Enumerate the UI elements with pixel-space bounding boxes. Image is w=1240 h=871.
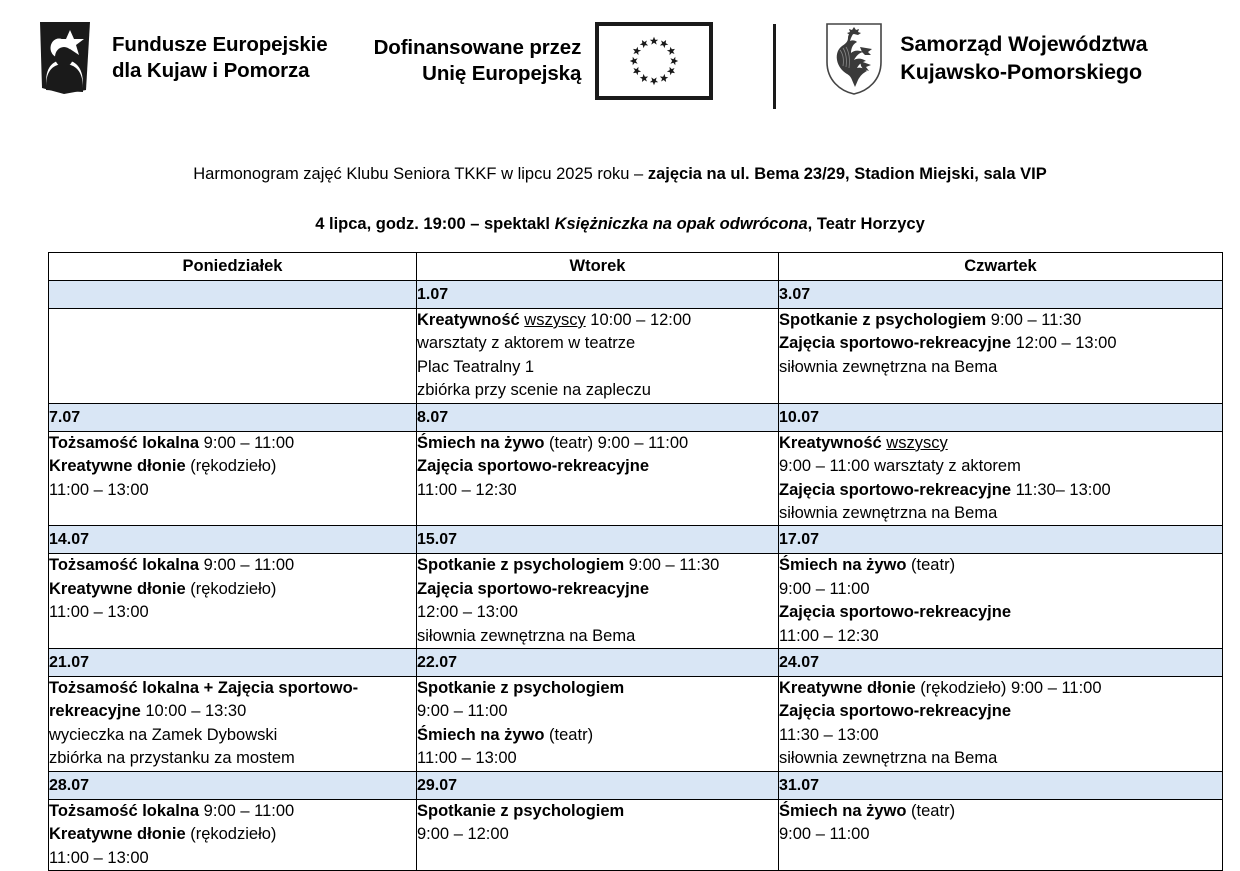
activity-line (779, 356, 1222, 379)
activity-cell-monday-w3 (49, 554, 417, 649)
activity-line (417, 432, 778, 455)
activity-detail: 9:00 – 11:00 (779, 579, 870, 598)
activity-line (49, 677, 416, 700)
activity-line (417, 554, 778, 577)
date-cell-thursday-w3: 17.07 (779, 526, 1223, 554)
logo-divider (773, 24, 776, 109)
activity-cell-thursday-w4 (779, 677, 1223, 772)
eu-funding-text (374, 35, 582, 87)
activity-cell-monday-w1 (49, 309, 417, 404)
activity-name: Kreatywne dłonie (779, 679, 916, 698)
activity-name: Kreatywne dłonie (49, 457, 186, 476)
activity-cell-tuesday-w4 (417, 677, 779, 772)
activity-name: Tożsamość lokalna + Zajęcia sportowo- (49, 679, 359, 698)
activity-line (417, 309, 778, 332)
schedule-table (48, 252, 1223, 871)
week-content-row (49, 554, 1223, 649)
activity-name: Zajęcia sportowo-rekreacyjne (779, 702, 1012, 721)
activity-line (779, 601, 1222, 624)
activity-line (49, 724, 416, 747)
activity-line (49, 479, 416, 502)
date-cell-tuesday-w4: 22.07 (417, 649, 779, 677)
activity-line (779, 800, 1222, 823)
activity-line (417, 455, 778, 478)
logo-header-strip (0, 0, 1240, 128)
activity-name: Zajęcia sportowo-rekreacyjne (779, 603, 1012, 622)
activity-line (417, 800, 778, 823)
activity-name: Tożsamość lokalna (49, 556, 200, 575)
activity-line (779, 554, 1222, 577)
activity-cell-thursday-w5 (779, 799, 1223, 870)
activity-detail: 11:00 – 12:30 (779, 626, 879, 645)
activity-detail: (rękodzieło) (185, 825, 277, 844)
eu-line-2: Unię Europejską (422, 62, 582, 85)
activity-detail: 9:00 – 11:00 (417, 702, 508, 721)
activity-line (49, 432, 416, 455)
week-date-row (49, 526, 1223, 554)
date-cell-monday-w3: 14.07 (49, 526, 417, 554)
activity-line (49, 800, 416, 823)
activity-line (417, 578, 778, 601)
activity-name: Kreatywne dłonie (49, 825, 186, 844)
week-content-row (49, 309, 1223, 404)
activity-cell-tuesday-w3 (417, 554, 779, 649)
activity-detail: (teatr) (544, 725, 594, 744)
date-cell-monday-w1 (49, 281, 417, 309)
title-main-bold: zajęcia na ul. Bema 23/29, Stadion Miejski, sala VIP (647, 165, 1047, 183)
activity-line (49, 601, 416, 624)
week-date-row (49, 281, 1223, 309)
activity-detail: 9:00 – 11:00 (199, 801, 295, 820)
activity-name: Tożsamość lokalna (49, 433, 200, 452)
activity-detail: zbiórka na przystanku za mostem (49, 749, 295, 768)
table-header-row (49, 253, 1223, 281)
activity-detail: siłownia zewnętrzna na Bema (779, 503, 998, 522)
eu-funding-logo (374, 22, 714, 100)
activity-line (417, 479, 778, 502)
eu-flag-stars-icon (595, 22, 713, 100)
week-date-row (49, 771, 1223, 799)
activity-detail: 11:00 – 13:00 (49, 848, 149, 867)
activity-detail: 12:00 – 13:00 (1011, 334, 1117, 353)
activity-line (417, 625, 778, 648)
title-sub-part-1: 4 lipca, godz. 19:00 – spektakl (315, 215, 555, 233)
activity-line (417, 747, 778, 770)
activity-name: Spotkanie z psychologiem (417, 801, 625, 820)
date-cell-monday-w2: 7.07 (49, 403, 417, 431)
activity-line (49, 700, 416, 723)
activity-line (779, 309, 1222, 332)
activity-detail: 11:00 – 12:30 (417, 480, 517, 499)
activity-line (779, 479, 1222, 502)
activity-group: wszyscy (524, 311, 586, 329)
date-cell-monday-w5: 28.07 (49, 771, 417, 799)
activity-line (49, 847, 416, 870)
activity-line (779, 578, 1222, 601)
week-date-row (49, 649, 1223, 677)
activity-detail: (rękodzieło) (185, 579, 277, 598)
activity-detail: 11:00 – 13:00 (49, 480, 149, 499)
title-main-plain: Harmonogram zajęć Klubu Seniora TKKF w lipcu 2025 roku – (193, 165, 648, 183)
activity-line (49, 554, 416, 577)
activity-cell-tuesday-w2 (417, 431, 779, 526)
column-header-tuesday: Wtorek (417, 253, 779, 281)
activity-group: wszyscy (886, 433, 948, 452)
activity-cell-thursday-w1 (779, 309, 1223, 404)
activity-name: rekreacyjne (49, 702, 141, 721)
activity-detail: 11:30 – 13:00 (779, 725, 879, 744)
activity-detail: 12:00 – 13:00 (417, 603, 518, 622)
activity-detail: (rękodzieło) 9:00 – 11:00 (915, 679, 1102, 698)
activity-cell-monday-w2 (49, 431, 417, 526)
date-cell-tuesday-w5: 29.07 (417, 771, 779, 799)
activity-name: Śmiech na żywo (417, 725, 545, 744)
fe-line-1: Fundusze Europejskie (112, 32, 328, 56)
activity-line (779, 455, 1222, 478)
activity-line (779, 700, 1222, 723)
sw-line-1: Samorząd Województwa (900, 32, 1148, 57)
date-cell-tuesday-w2: 8.07 (417, 403, 779, 431)
activity-detail: siłownia zewnętrzna na Bema (417, 626, 636, 645)
activity-line (49, 455, 416, 478)
activity-detail: 9:00 – 11:00 (199, 556, 295, 575)
activity-detail: siłownia zewnętrzna na Bema (779, 357, 998, 376)
activity-name: Śmiech na żywo (779, 556, 907, 575)
fe-line-2: dla Kujaw i Pomorza (112, 59, 310, 82)
activity-detail: 9:00 – 12:00 (417, 825, 509, 844)
activity-line (779, 747, 1222, 770)
activity-line (779, 724, 1222, 747)
activity-line (417, 601, 778, 624)
date-cell-tuesday-w1: 1.07 (417, 281, 779, 309)
activity-line (417, 823, 778, 846)
activity-detail: warsztaty z aktorem w teatrze (417, 334, 636, 353)
activity-line (779, 823, 1222, 846)
activity-name: Spotkanie z psychologiem (417, 556, 625, 575)
activity-detail: 9:00 – 11:00 (199, 433, 295, 452)
activity-cell-thursday-w2 (779, 431, 1223, 526)
activity-line (417, 724, 778, 747)
activity-detail: (teatr) (906, 556, 956, 575)
activity-detail: 9:00 – 11:00 warsztaty z aktorem (779, 457, 1021, 476)
week-content-row (49, 799, 1223, 870)
activity-name: Śmiech na żywo (779, 801, 907, 820)
fundusze-europejskie-mark-icon (40, 22, 98, 94)
activity-cell-monday-w5 (49, 799, 417, 870)
date-cell-thursday-w4: 24.07 (779, 649, 1223, 677)
activity-detail: zbiórka przy scenie na zapleczu (417, 381, 651, 400)
activity-line (49, 578, 416, 601)
schedule-table-body (49, 281, 1223, 871)
activity-name: Kreatywność (417, 311, 525, 329)
activity-detail: 10:00 – 12:00 (585, 311, 692, 329)
kujawsko-pomorskie-coat-of-arms-icon (824, 22, 884, 96)
activity-detail: siłownia zewnętrzna na Bema (779, 749, 998, 768)
activity-line (779, 432, 1222, 455)
activity-line (779, 502, 1222, 525)
activity-name: Spotkanie z psychologiem (779, 311, 987, 329)
activity-line (49, 823, 416, 846)
samorzad-wojewodztwa-logo (824, 22, 1147, 96)
activity-line (417, 332, 778, 355)
activity-cell-tuesday-w1 (417, 309, 779, 404)
activity-detail: (rękodzieło) (185, 457, 277, 476)
activity-line (779, 332, 1222, 355)
activity-name: Zajęcia sportowo-rekreacyjne (779, 334, 1012, 353)
date-cell-monday-w4: 21.07 (49, 649, 417, 677)
title-sub-part-2: , Teatr Horzycy (807, 215, 925, 233)
activity-name: Kreatywność (779, 433, 887, 452)
schedule-table-wrapper (48, 252, 1222, 871)
activity-line (417, 677, 778, 700)
title-sub-play-name: Księżniczka na opak odwrócona (554, 215, 808, 233)
date-cell-thursday-w1: 3.07 (779, 281, 1223, 309)
activity-cell-thursday-w3 (779, 554, 1223, 649)
eu-line-1: Dofinansowane przez (373, 35, 582, 59)
week-content-row (49, 431, 1223, 526)
activity-detail: 11:00 – 13:00 (49, 603, 149, 622)
activity-detail: (teatr) 9:00 – 11:00 (544, 433, 689, 452)
activity-detail: Plac Teatralny 1 (417, 357, 535, 376)
activity-line (417, 700, 778, 723)
samorzad-wojewodztwa-text (900, 31, 1147, 86)
activity-detail: 11:30– 13:00 (1011, 480, 1111, 499)
activity-cell-tuesday-w5 (417, 799, 779, 870)
activity-line (49, 747, 416, 770)
activity-detail: 9:00 – 11:30 (624, 556, 720, 575)
activity-name: Zajęcia sportowo-rekreacyjne (779, 480, 1012, 499)
activity-cell-monday-w4 (49, 677, 417, 772)
activity-name: Zajęcia sportowo-rekreacyjne (417, 457, 650, 476)
activity-detail: 10:00 – 13:30 (140, 702, 247, 721)
activity-line (779, 625, 1222, 648)
page-title-sub (0, 214, 1240, 235)
column-header-thursday: Czwartek (779, 253, 1223, 281)
activity-detail: 11:00 – 13:00 (417, 749, 517, 768)
activity-name: Spotkanie z psychologiem (417, 679, 625, 698)
activity-name: Zajęcia sportowo-rekreacyjne (417, 579, 650, 598)
sw-line-2: Kujawsko-Pomorskiego (900, 60, 1142, 84)
activity-line (417, 379, 778, 402)
page-title-main (0, 164, 1240, 185)
date-cell-tuesday-w3: 15.07 (417, 526, 779, 554)
date-cell-thursday-w2: 10.07 (779, 403, 1223, 431)
activity-detail: wycieczka na Zamek Dybowski (49, 725, 278, 744)
activity-detail: 9:00 – 11:00 (779, 825, 870, 844)
activity-name: Kreatywne dłonie (49, 579, 186, 598)
activity-detail: (teatr) (906, 801, 956, 820)
activity-name: Śmiech na żywo (417, 433, 545, 452)
activity-detail: 9:00 – 11:30 (986, 311, 1082, 329)
activity-name: Tożsamość lokalna (49, 801, 200, 820)
week-content-row (49, 677, 1223, 772)
column-header-monday: Poniedziałek (49, 253, 417, 281)
activity-line (417, 356, 778, 379)
activity-line (779, 677, 1222, 700)
date-cell-thursday-w5: 31.07 (779, 771, 1223, 799)
week-date-row (49, 403, 1223, 431)
fundusze-europejskie-logo (40, 22, 328, 94)
fundusze-europejskie-text (112, 32, 328, 84)
